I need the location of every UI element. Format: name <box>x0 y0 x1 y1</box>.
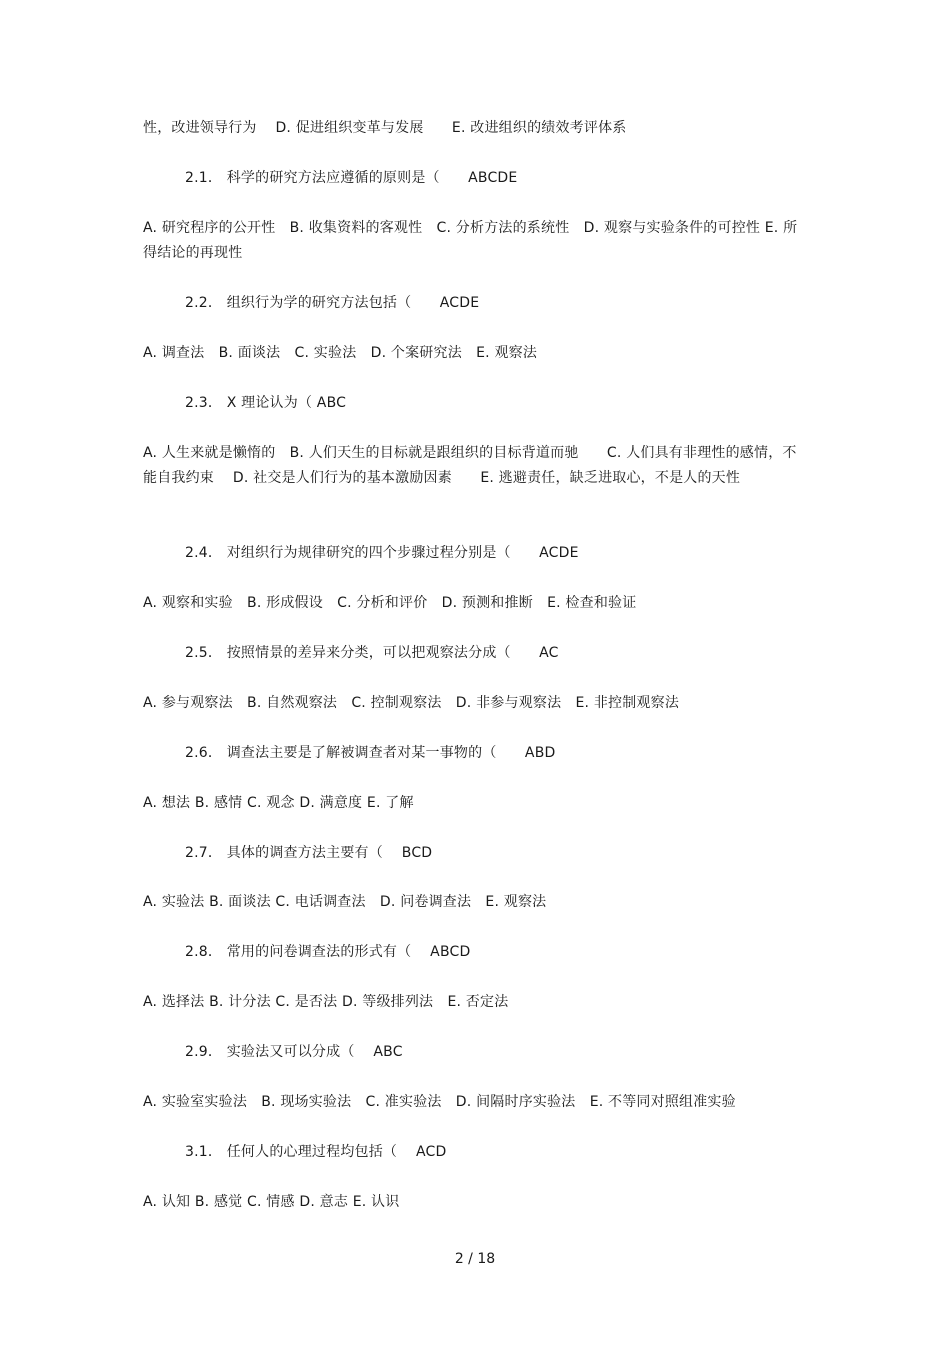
question-2-5: 2.5． 按照情景的差异来分类，可以把观察法分成（ AC <box>185 645 559 661</box>
question-2-3: 2.3． X 理论认为（ ABC <box>185 395 347 411</box>
options-2-5: A. 参与观察法 B. 自然观察法 C. 控制观察法 D. 非参与观察法 E. 非控制观察法 <box>143 695 680 711</box>
options-2-7: A. 实验法 B. 面谈法 C. 电话调查法 D. 问卷调查法 E. 观察法 <box>143 894 547 910</box>
question-2-8: 2.8． 常用的问卷调查法的形式有（ ABCD <box>185 944 471 960</box>
options-2-4: A. 观察和实验 B. 形成假设 C. 分析和评价 D. 预测和推断 E. 检查和验证 <box>143 595 637 611</box>
options-2-1: A. 研究程序的公开性 B. 收集资料的客观性 C. 分析方法的系统性 D. 观察与实验条件的可控性 E. 所得结论的再现性 <box>143 220 798 261</box>
options-2-6: A. 想法 B. 感情 C. 观念 D. 满意度 E. 了解 <box>143 795 414 811</box>
question-3-1: 3.1． 任何人的心理过程均包括（ ACD <box>185 1144 447 1160</box>
answer-options-prev: 性，改进领导行为 D. 促进组织变革与发展 E. 改进组织的绩效考评体系 <box>143 120 627 136</box>
question-2-9: 2.9． 实验法又可以分成（ ABC <box>185 1044 403 1060</box>
question-2-6: 2.6． 调查法主要是了解被调查者对某一事物的（ ABD <box>185 745 556 761</box>
options-2-9: A. 实验室实验法 B. 现场实验法 C. 准实验法 D. 间隔时序实验法 E. 不等同对照组准实验 <box>143 1094 736 1110</box>
options-2-3: A. 人生来就是懒惰的 B. 人们天生的目标就是跟组织的目标背道而驰 C. 人们具有非理性的感情，不能自我约束 D. 社交是人们行为的基本激励因素 E. 逃避责任，缺乏进取心，不是人的天性 <box>143 445 797 486</box>
options-3-1: A. 认知 B. 感觉 C. 情感 D. 意志 E. 认识 <box>143 1194 400 1210</box>
question-2-7: 2.7． 具体的调查方法主要有（ BCD <box>185 845 433 861</box>
question-2-4: 2.4． 对组织行为规律研究的四个步骤过程分别是（ ACDE <box>185 545 579 561</box>
options-2-2: A. 调查法 B. 面谈法 C. 实验法 D. 个案研究法 E. 观察法 <box>143 345 538 361</box>
question-2-2: 2.2． 组织行为学的研究方法包括（ ACDE <box>185 295 480 311</box>
page-number: 2 / 18 <box>454 1251 496 1267</box>
question-2-1: 2.1． 科学的研究方法应遵循的原则是（ ABCDE <box>185 170 518 186</box>
options-2-8: A. 选择法 B. 计分法 C. 是否法 D. 等级排列法 E. 否定法 <box>143 994 509 1010</box>
